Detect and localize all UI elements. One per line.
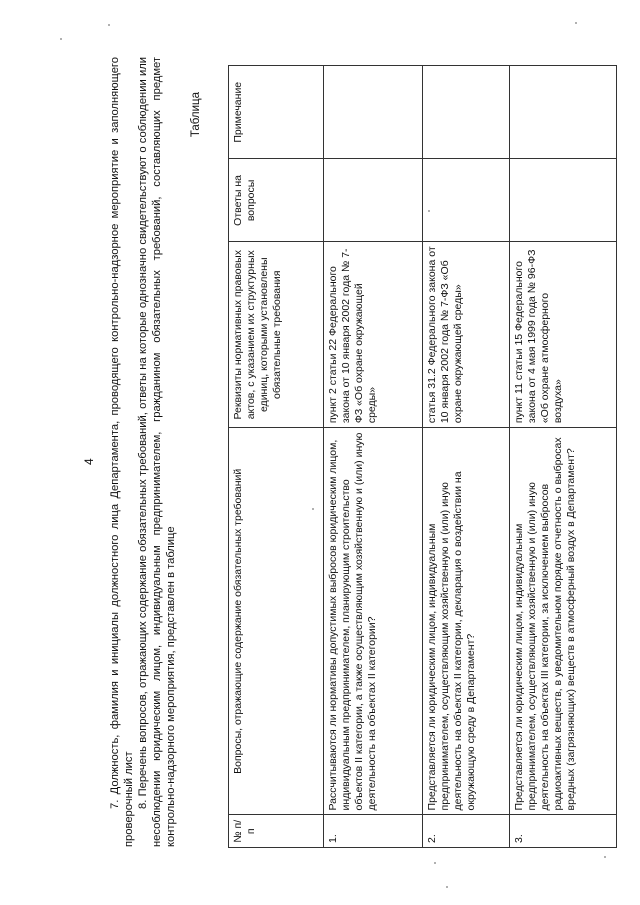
- row-answer-cell[interactable]: [510, 159, 617, 242]
- page-number: 4: [82, 458, 96, 465]
- paragraph-8: [136, 57, 178, 847]
- header-requisites: Реквизиты нормативных правовых актов, с указанием их структурных единиц, которыми установлены обязательные требования: [229, 242, 324, 428]
- paragraph-8-text: 8. Перечень вопросов, отражающих содержание обязательных требований, ответы на которые однозначно свидетельствуют о соблюдении или несоблюдении юридическим лицом, индивидуальным предпринимателем, гражданином обязательных требований, составляющих предмет контрольно-надзорного мероприятия, представлен в таблице: [137, 57, 177, 847]
- scan-speck: [575, 22, 577, 24]
- row-answer-cell[interactable]: [324, 159, 423, 242]
- row-note-cell[interactable]: [324, 66, 423, 159]
- table-row: [423, 66, 510, 848]
- scan-speck: [312, 508, 314, 510]
- header-questions: Вопросы, отражающие содержание обязательных требований: [229, 428, 324, 815]
- row-number: 2.: [423, 815, 510, 848]
- scan-speck: [434, 862, 436, 864]
- table-row: [510, 66, 617, 848]
- scan-speck: [108, 24, 110, 26]
- row-question: Представляется ли юридическим лицом, индивидуальным предпринимателем, осуществляющим хозяйственную и (или) иную деятельность на объектах II категории, декларация о воздействии на окружающую среду в Департамент?: [423, 428, 510, 815]
- table-row: [324, 66, 423, 848]
- table-caption: Таблица: [190, 92, 202, 138]
- paragraph-7: [108, 57, 136, 847]
- row-number: 1.: [324, 815, 423, 848]
- scan-speck: [60, 38, 62, 40]
- row-requisites: статья 31.2 Федерального закона от 10 января 2002 года № 7-ФЗ «Об охране окружающей среды»: [423, 242, 510, 428]
- paragraph-7-text: 7. Должность, фамилия и инициалы должностного лица Департамента, проводящего контрольно-надзорное мероприятие и заполняющего проверочный лист: [109, 57, 135, 847]
- row-requisites: пункт 11 статьи 15 Федерального закона от 4 мая 1999 года № 96-ФЗ «Об охране атмосферного воздуха»: [510, 242, 617, 428]
- scan-speck: [428, 210, 430, 212]
- table-header-row: [229, 66, 324, 848]
- scan-speck: [604, 856, 606, 858]
- row-answer-cell[interactable]: [423, 159, 510, 242]
- header-note: Примечание: [229, 66, 324, 159]
- header-number: № п/п: [229, 815, 324, 848]
- row-question: Рассчитываются ли нормативы допустимых выбросов юридическим лицом, индивидуальным предпринимателем, планирующим строительство объектов II категории, а также осуществляющим хозяйственную и (или) иную деятельность на объектах II категории?: [324, 428, 423, 815]
- row-note-cell[interactable]: [510, 66, 617, 159]
- scan-speck: [446, 886, 448, 888]
- row-note-cell[interactable]: [423, 66, 510, 159]
- row-number: 3.: [510, 815, 617, 848]
- header-answers: Ответы на вопросы: [229, 159, 324, 242]
- requirements-table: [228, 65, 617, 848]
- row-question: Представляется ли юридическим лицом, индивидуальным предпринимателем, осуществляющим хозяйственную и (или) иную деятельность на объектах III категории, за исключением выбросов радиоактивных веществ, в уведомительном порядке отчетность о выбросах вредных (загрязняющих) веществ в атмосферный воздух в Департамент?: [510, 428, 617, 815]
- row-requisites: пункт 2 статьи 22 Федерального закона от 10 января 2002 года № 7-ФЗ «Об охране окружающей среды»: [324, 242, 423, 428]
